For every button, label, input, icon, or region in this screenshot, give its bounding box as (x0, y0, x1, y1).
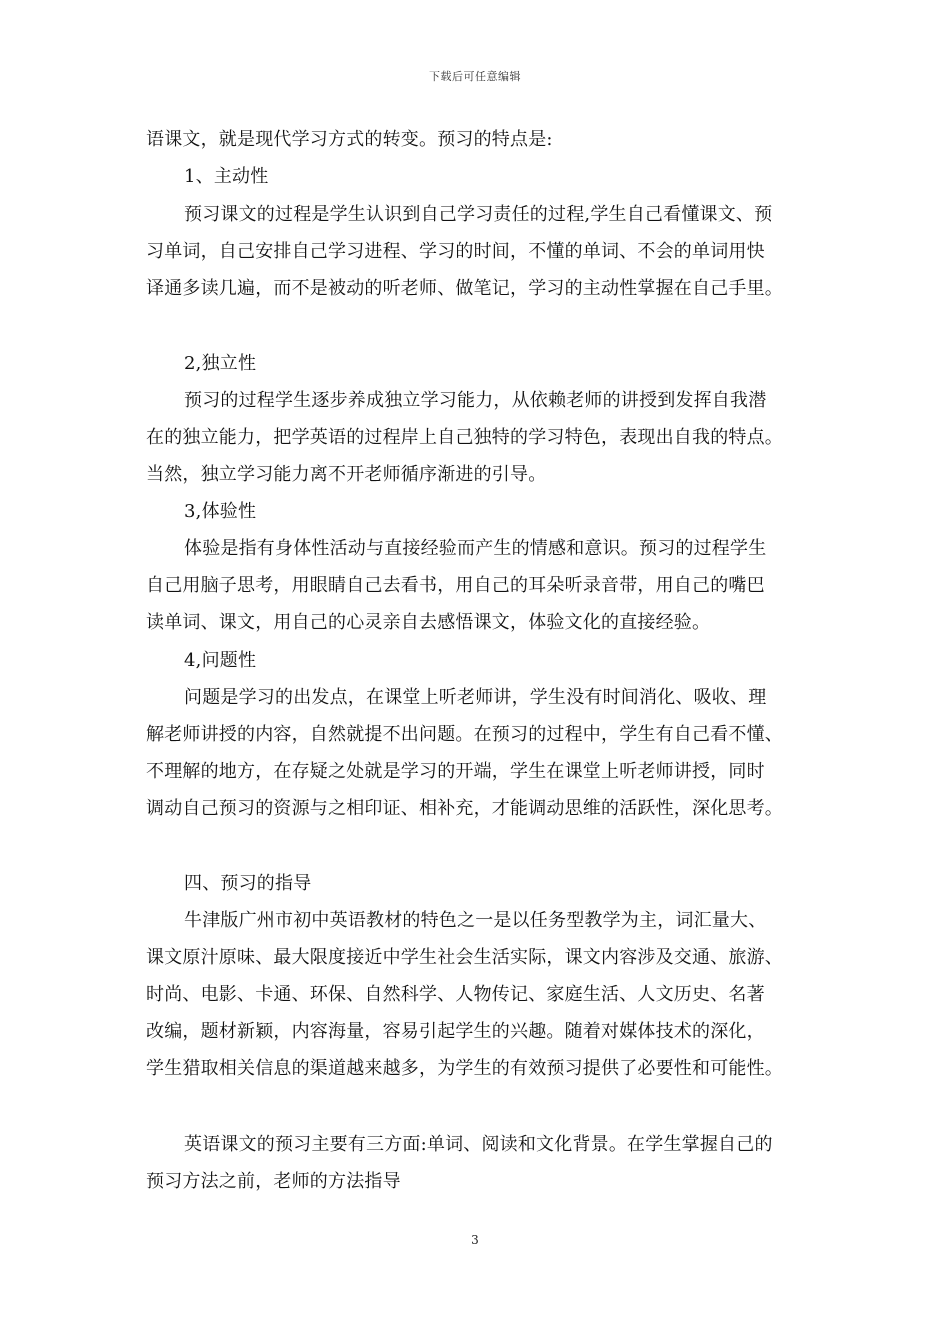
paragraph-line: 牛津版广州市初中英语教材的特色之一是以任务型教学为主，词汇量大、 (184, 910, 767, 931)
body-line: 调动自己预习的资源与之相印证、相补充，才能调动思维的活跃性，深化思考。 (146, 798, 783, 819)
section-heading: 4,问题性 (184, 650, 257, 671)
body-line: 改编，题材新颖，内容海量，容易引起学生的兴趣。随着对媒体技术的深化， (146, 1021, 765, 1042)
body-line: 不理解的地方，在存疑之处就是学习的开端，学生在课堂上听老师讲授，同时 (146, 761, 765, 782)
paragraph-line: 预习的过程学生逐步养成独立学习能力，从依赖老师的讲授到发挥自我潜 (184, 390, 767, 411)
page-header: 下载后可任意编辑 (429, 70, 521, 83)
section-heading: 2,独立性 (184, 353, 257, 374)
paragraph-line: 问题是学习的出发点，在课堂上听老师讲，学生没有时间消化、吸收、理 (184, 687, 767, 708)
body-line: 解老师讲授的内容，自然就提不出问题。在预习的过程中，学生有自己看不懂、 (146, 724, 783, 745)
section-heading: 3,体验性 (184, 501, 257, 522)
page-number: 3 (471, 1233, 479, 1247)
body-line: 预习方法之前，老师的方法指导 (146, 1171, 401, 1192)
body-line: 习单词，自己安排自己学习进程、学习的时间，不懂的单词、不会的单词用快 (146, 241, 765, 262)
paragraph-line: 预习课文的过程是学生认识到自己学习责任的过程,学生自己看懂课文、预 (184, 204, 773, 225)
paragraph-line: 英语课文的预习主要有三方面:单词、阅读和文化背景。在学生掌握自己的 (184, 1134, 773, 1155)
body-line: 译通多读几遍，而不是被动的听老师、做笔记，学习的主动性掌握在自己手里。 (146, 278, 783, 299)
body-line: 语课文，就是现代学习方式的转变。预习的特点是: (146, 129, 553, 150)
body-line: 学生猎取相关信息的渠道越来越多，为学生的有效预习提供了必要性和可能性。 (146, 1058, 783, 1079)
body-line: 自己用脑子思考，用眼睛自己去看书，用自己的耳朵听录音带，用自己的嘴巴 (146, 575, 765, 596)
body-line: 读单词、课文，用自己的心灵亲自去感悟课文，体验文化的直接经验。 (146, 612, 711, 633)
body-line: 在的独立能力，把学英语的过程岸上自己独特的学习特色，表现出自我的特点。 (146, 427, 783, 448)
paragraph-line: 体验是指有身体性活动与直接经验而产生的情感和意识。预习的过程学生 (184, 538, 767, 559)
body-line: 当然，独立学习能力离不开老师循序渐进的引导。 (146, 464, 547, 485)
section-heading: 1、主动性 (184, 166, 269, 187)
section-heading: 四、预习的指导 (184, 873, 312, 894)
body-line: 时尚、电影、卡通、环保、自然科学、人物传记、家庭生活、人文历史、名著 (146, 984, 765, 1005)
body-line: 课文原汁原味、最大限度接近中学生社会生活实际，课文内容涉及交通、旅游、 (146, 947, 783, 968)
